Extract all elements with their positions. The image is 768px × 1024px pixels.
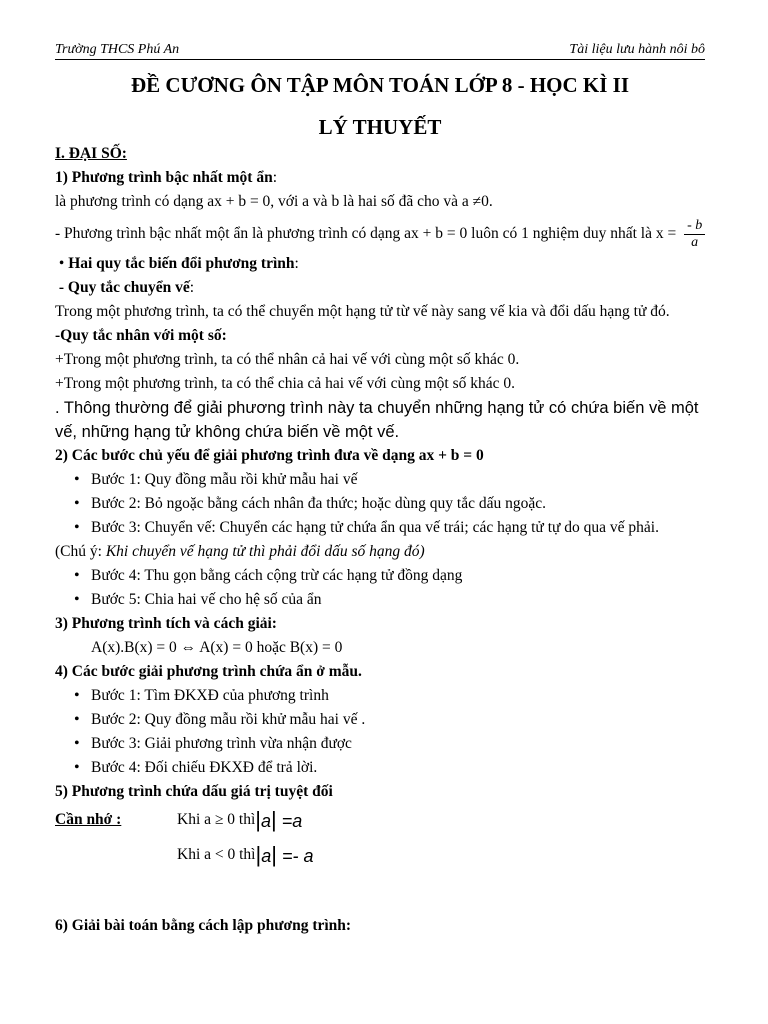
document-title: ĐỀ CƯƠNG ÔN TẬP MÔN TOÁN LỚP 8 - HỌC KÌ II [130,73,630,97]
page-header [55,40,705,60]
list-item: • Bước 5: Chia hai vế cho hệ số của ẩn [91,588,705,612]
abs-result: =a [276,811,303,831]
list-item: • Bước 2: Quy đồng mẫu rồi khử mẫu hai vế . [91,708,705,732]
general-note: . Thông thường để giải phương trình này ta chuyển những hạng tử có chứa biến về một vế, những hạng tử không chứa biến về một vế. [55,399,699,441]
s1-heading-line [55,166,705,190]
rule2-text-multiply: +Trong một phương trình, ta có thể nhân cả hai vế với cùng một số khác 0. [55,351,520,368]
s6-heading: 6) Giải bài toán bằng cách lập phương trình: [55,917,352,934]
s2-note-italic: Khi chuyển vế hạng tử thì phải đổi dấu số hạng đó) [105,543,425,560]
s5-case2-condition: Khi a < 0 thì [177,846,256,863]
rule2-text-divide: +Trong một phương trình, ta có thể chia cả hai vế với cùng một số khác 0. [55,375,515,392]
fraction-numerator: - b [684,218,705,235]
solution-fraction [684,218,705,251]
rules-bullet: • [58,255,65,272]
s5-case-negative [55,841,705,870]
abs-variable: a [261,846,272,866]
rule2-heading: -Quy tắc nhân với một số: [55,327,227,344]
fraction-denominator: a [691,234,699,250]
rule1-heading: - Quy tắc chuyển vế [58,279,190,296]
s4-steps-list [55,684,705,780]
rule1-heading-line [55,276,705,300]
rules-heading-line [55,252,705,276]
list-item: • Bước 1: Tìm ĐKXĐ của phương trình [91,684,705,708]
abs-value-expression: |a| =- a [255,842,314,867]
s1-solution-text: - Phương trình bậc nhất một ẩn là phương trình có dạng ax + b = 0 luôn có 1 nghiệm duy nhất là x = [55,225,677,242]
rules-heading: Hai quy tắc biến đổi phương trình [68,255,295,272]
s3-formula: A(x).B(x) = 0 ⇔ A(x) = 0 hoặc B(x) = 0 [91,639,343,656]
rule1-text: Trong một phương trình, ta có thể chuyển một hạng tử từ vế này sang vế kia và đổi dấu hạng tử đó. [55,303,670,320]
s2-steps-list-a [55,468,705,540]
section-algebra-heading: I. ĐẠI SỐ: [55,145,127,162]
abs-result: =- a [276,846,314,866]
list-item: • Bước 2: Bỏ ngoặc bằng cách nhân đa thức; hoặc dùng quy tắc dấu ngoặc. [91,492,705,516]
list-item: • Bước 3: Giải phương trình vừa nhận được [91,732,705,756]
header-note: Tài liệu lưu hành nôi bô [569,42,705,57]
header-school: Trường THCS Phú An [55,42,180,57]
abs-value-expression: |a| =a [255,807,303,832]
s5-case1-condition: Khi a ≥ 0 thì [177,811,256,828]
rule1-colon: : [189,279,195,296]
s5-remember-label: Cần nhớ : [55,811,122,828]
abs-variable: a [260,811,271,831]
list-item: • Bước 4: Thu gọn bằng cách cộng trừ các hạng tử đồng dạng [91,564,705,588]
list-item: • Bước 4: Đối chiếu ĐKXĐ để trả lời. [91,756,705,780]
s2-steps-list-b [55,564,705,612]
s1-heading: 1) Phương trình bậc nhất một ẩn [55,169,273,186]
s1-definition: là phương trình có dạng ax + b = 0, với a và b là hai số đã cho và a ≠0. [55,193,493,210]
s5-case-nonnegative [55,806,705,835]
rules-heading-colon: : [294,255,299,272]
s4-heading: 4) Các bước giải phương trình chứa ẩn ở mẫu. [55,663,362,680]
s2-note-prefix: (Chú ý: [55,543,106,560]
document-page [55,40,705,938]
list-item: • Bước 1: Quy đồng mẫu rồi khử mẫu hai vế [91,468,705,492]
s2-heading: 2) Các bước chủ yếu để giải phương trình đưa về dạng ax + b = 0 [55,447,484,464]
list-item: • Bước 3: Chuyển vế: Chuyển các hạng tử chứa ẩn qua vế trái; các hạng tử tự do qua vế phải. [91,516,705,540]
s1-solution-line [55,217,705,251]
s2-note [55,540,705,564]
document-subtitle: LÝ THUYẾT [318,115,442,139]
s3-heading: 3) Phương trình tích và cách giải: [55,615,277,632]
s1-heading-colon: : [272,169,278,186]
s5-heading: 5) Phương trình chứa dấu giá trị tuyệt đối [55,783,333,800]
